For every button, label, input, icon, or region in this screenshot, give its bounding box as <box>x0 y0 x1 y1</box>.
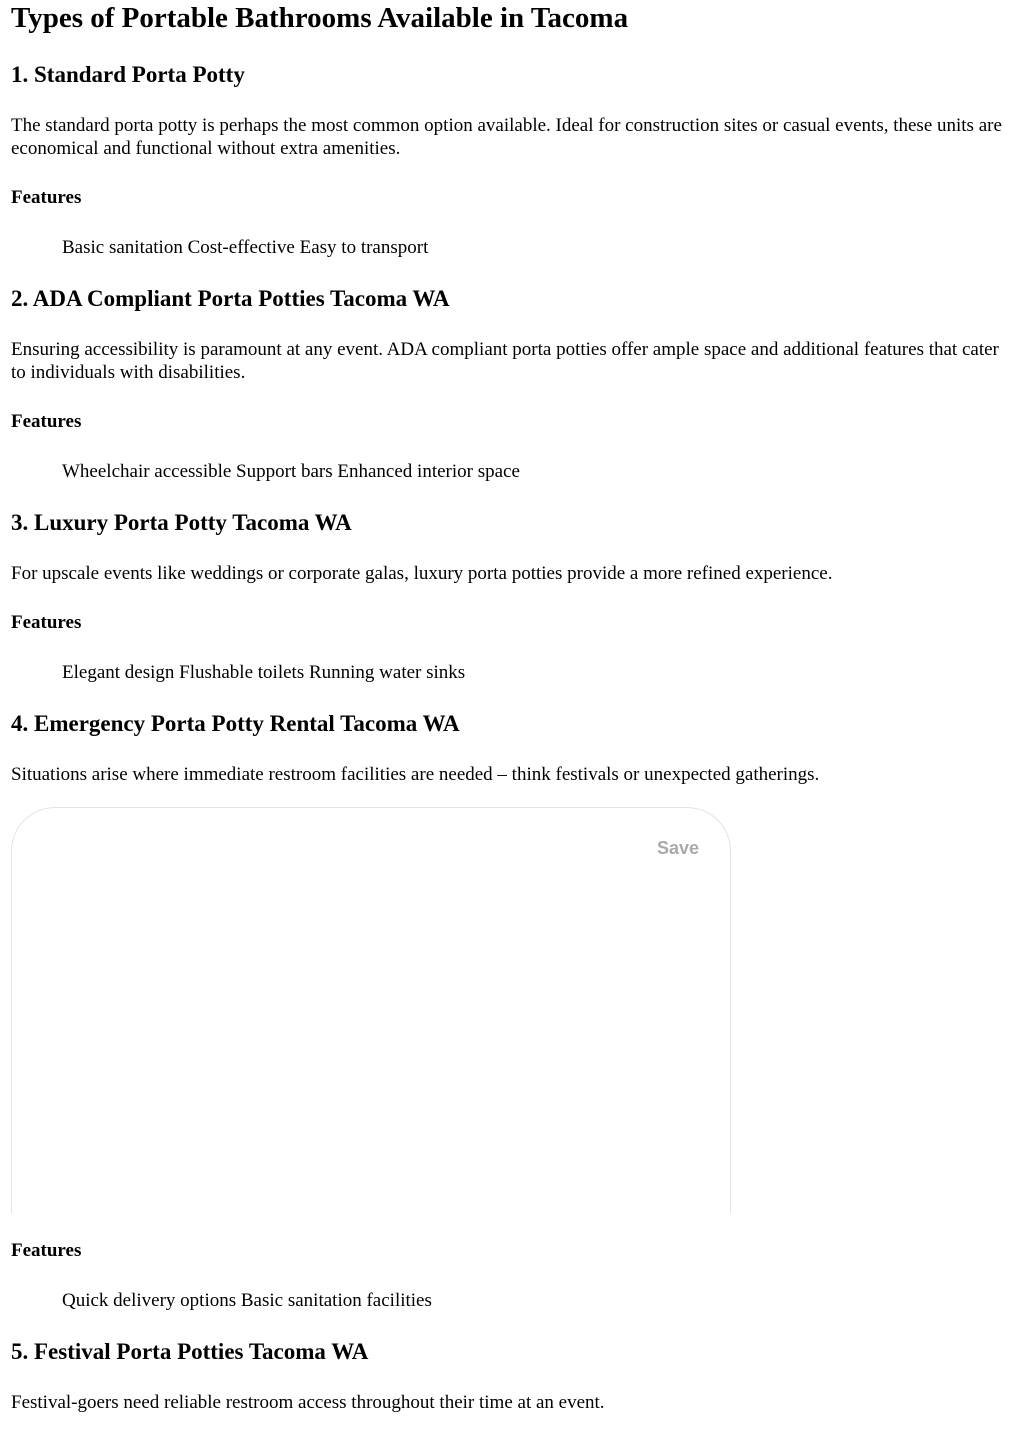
section-description-festival: Festival-goers need reliable restroom access throughout their time at an event. <box>11 1392 605 1413</box>
section-heading-ada: 2. ADA Compliant Porta Potties Tacoma WA <box>11 286 450 311</box>
section-description-luxury: For upscale events like weddings or corporate galas, luxury porta potties provide a more refined experience. <box>11 563 833 584</box>
section-description-emergency: Situations arise where immediate restroom facilities are needed – think festivals or unexpected gatherings. <box>11 764 820 785</box>
features-label: Features <box>11 612 82 633</box>
features-list-standard: Basic sanitation Cost-effective Easy to transport <box>62 237 429 258</box>
section-heading-emergency: 4. Emergency Porta Potty Rental Tacoma WA <box>11 711 460 736</box>
section-description-ada: Ensuring accessibility is paramount at any event. ADA compliant porta potties offer ample space and additional features that cater to individuals with disabilities. <box>11 339 999 383</box>
embed-card <box>11 807 731 1213</box>
features-label: Features <box>11 187 82 208</box>
save-button[interactable]: Save <box>656 838 699 858</box>
section-heading-luxury: 3. Luxury Porta Potty Tacoma WA <box>11 510 352 535</box>
section-heading-standard: 1. Standard Porta Potty <box>11 62 245 87</box>
section-description-standard: The standard porta potty is perhaps the most common option available. Ideal for construction sites or casual events, these units are economical and functional without extra amenities. <box>11 115 1002 159</box>
features-list-emergency: Quick delivery options Basic sanitation facilities <box>62 1290 432 1311</box>
features-list-luxury: Elegant design Flushable toilets Running water sinks <box>62 662 466 683</box>
page-title: Types of Portable Bathrooms Available in Tacoma <box>11 2 629 34</box>
features-label: Features <box>11 411 82 432</box>
features-label: Features <box>11 1240 82 1261</box>
section-heading-festival: 5. Festival Porta Potties Tacoma WA <box>11 1339 369 1364</box>
features-list-ada: Wheelchair accessible Support bars Enhanced interior space <box>62 461 520 482</box>
